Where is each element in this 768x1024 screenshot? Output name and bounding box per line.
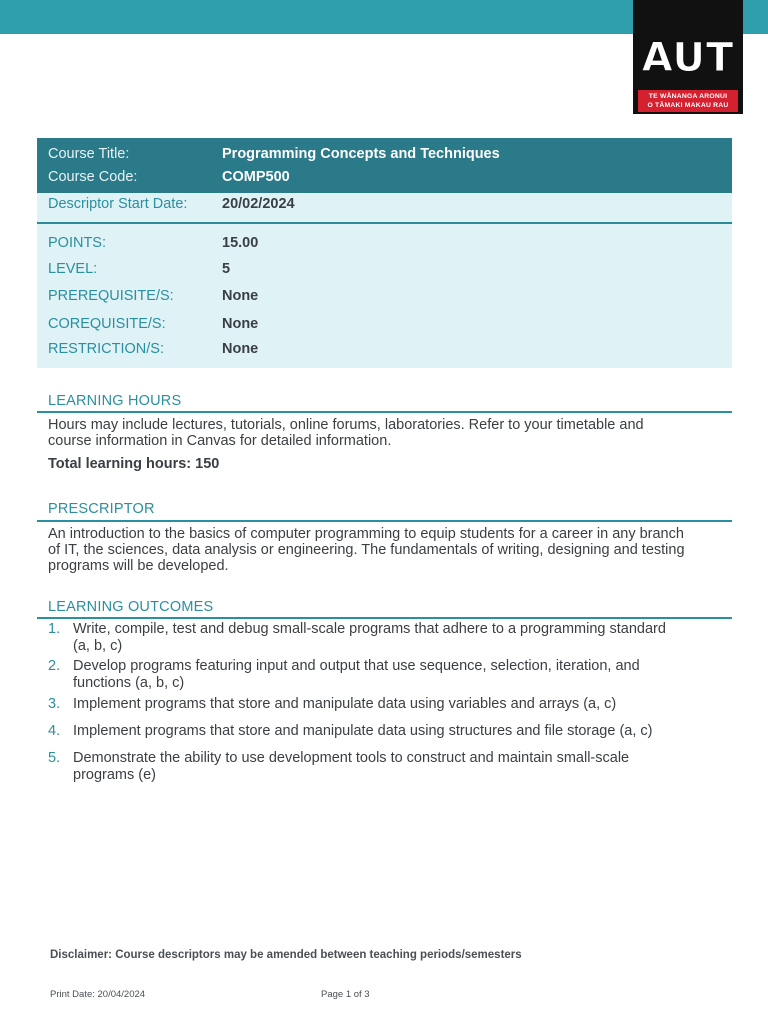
total-learning-hours: Total learning hours: 150 <box>48 456 220 472</box>
outcome-number: 3. <box>48 696 61 712</box>
outcome-number: 5. <box>48 750 61 766</box>
learning-hours-rule <box>37 411 732 413</box>
disclaimer: Disclaimer: Course descriptors may be amended between teaching periods/semesters <box>50 949 522 961</box>
logo-tagline-2: O TĀMAKI MAKAU RAU <box>647 102 729 109</box>
outcome-text-line-2: (a, b, c) <box>73 637 123 654</box>
corequisite-value: None <box>222 316 259 332</box>
learning-outcomes-rule <box>37 617 732 619</box>
course-code-value: COMP500 <box>222 169 290 185</box>
outcome-number: 1. <box>48 621 61 637</box>
prescriptor-line-1: An introduction to the basics of computer programming to equip students for a career in any branch <box>48 526 684 542</box>
restriction-label: RESTRICTION/S: <box>48 341 165 357</box>
start-date-value: 20/02/2024 <box>222 196 295 212</box>
start-date-label: Descriptor Start Date: <box>48 196 188 212</box>
outcome-text-line-1: Implement programs that store and manipulate data using variables and arrays (a, c) <box>73 696 617 712</box>
outcome-text-line-2: functions (a, b, c) <box>73 674 185 691</box>
print-date: Print Date: 20/04/2024 <box>50 989 146 1000</box>
prerequisite-label: PREREQUISITE/S: <box>48 288 174 304</box>
learning-hours-line-1: Hours may include lectures, tutorials, online forums, laboratories. Refer to your timetable and <box>48 417 644 433</box>
level-label: LEVEL: <box>48 261 98 277</box>
points-label: POINTS: <box>48 235 107 251</box>
details-divider <box>37 222 732 224</box>
outcome-number: 4. <box>48 723 61 739</box>
logo-tagline-1: TE WĀNANGA ARONUI <box>648 93 728 100</box>
restriction-value: None <box>222 341 259 357</box>
logo-wordmark: AUT <box>641 35 735 81</box>
learning-hours-heading: LEARNING HOURS <box>48 393 182 409</box>
outcome-text-line-2: programs (e) <box>73 766 156 783</box>
logo-tagline-bar <box>638 90 738 112</box>
course-title-label: Course Title: <box>48 146 130 162</box>
prerequisite-value: None <box>222 288 259 304</box>
course-code-label: Course Code: <box>48 169 138 185</box>
level-value: 5 <box>222 261 231 277</box>
learning-hours-line-2: course information in Canvas for detailed information. <box>48 433 392 449</box>
outcome-text-line-1: Implement programs that store and manipulate data using structures and file storage (a, c) <box>73 723 653 739</box>
page-number: Page 1 of 3 <box>321 989 370 1000</box>
learning-outcomes-heading: LEARNING OUTCOMES <box>48 599 214 615</box>
outcome-number: 2. <box>48 658 61 674</box>
outcome-text-line-1: Write, compile, test and debug small-scale programs that adhere to a programming standard <box>73 621 666 637</box>
prescriptor-line-3: programs will be developed. <box>48 558 229 574</box>
prescriptor-rule <box>37 520 732 522</box>
prescriptor-heading: PRESCRIPTOR <box>48 501 155 517</box>
outcome-text-line-1: Develop programs featuring input and output that use sequence, selection, iteration, and <box>73 658 640 674</box>
points-value: 15.00 <box>222 235 259 251</box>
aut-logo <box>633 0 743 114</box>
course-title-value: Programming Concepts and Techniques <box>222 146 500 162</box>
outcome-text-line-1: Demonstrate the ability to use development tools to construct and maintain small-scale <box>73 750 630 766</box>
corequisite-label: COREQUISITE/S: <box>48 316 166 332</box>
prescriptor-line-2: of IT, the sciences, data analysis or engineering. The fundamentals of writing, designing and testing <box>48 542 685 558</box>
